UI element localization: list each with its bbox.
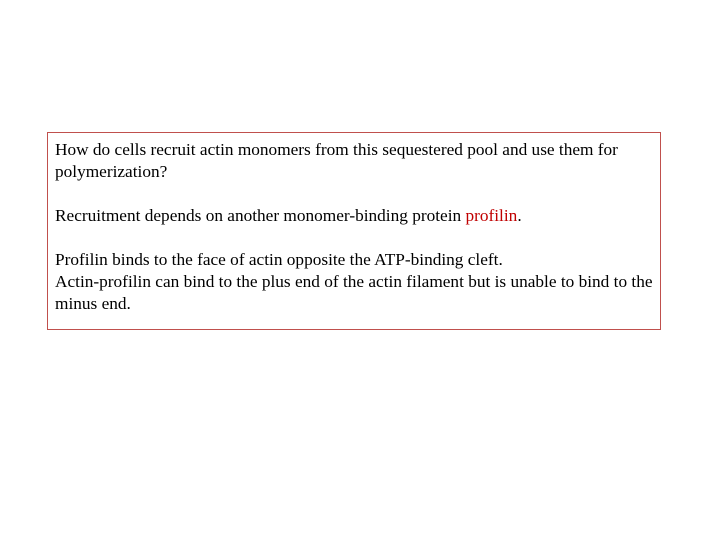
recruitment-text xyxy=(55,205,653,227)
recruitment-text-end: . xyxy=(517,206,522,225)
actin-profilin-text: Actin-profilin can bind to the plus end of the actin filament but is unable to bind to the minus end. xyxy=(55,272,653,313)
paragraph-gap xyxy=(55,183,653,205)
profilin-term: profilin xyxy=(465,206,518,225)
paragraph-gap xyxy=(55,227,653,249)
profilin-binding-text: Profilin binds to the face of actin opposite the ATP-binding cleft. xyxy=(55,250,503,269)
question-text: How do cells recruit actin monomers from this sequestered pool and use them for polymerization? xyxy=(55,140,618,181)
text-box xyxy=(47,132,661,330)
recruitment-text-start: Recruitment depends on another monomer-binding protein xyxy=(55,206,466,225)
